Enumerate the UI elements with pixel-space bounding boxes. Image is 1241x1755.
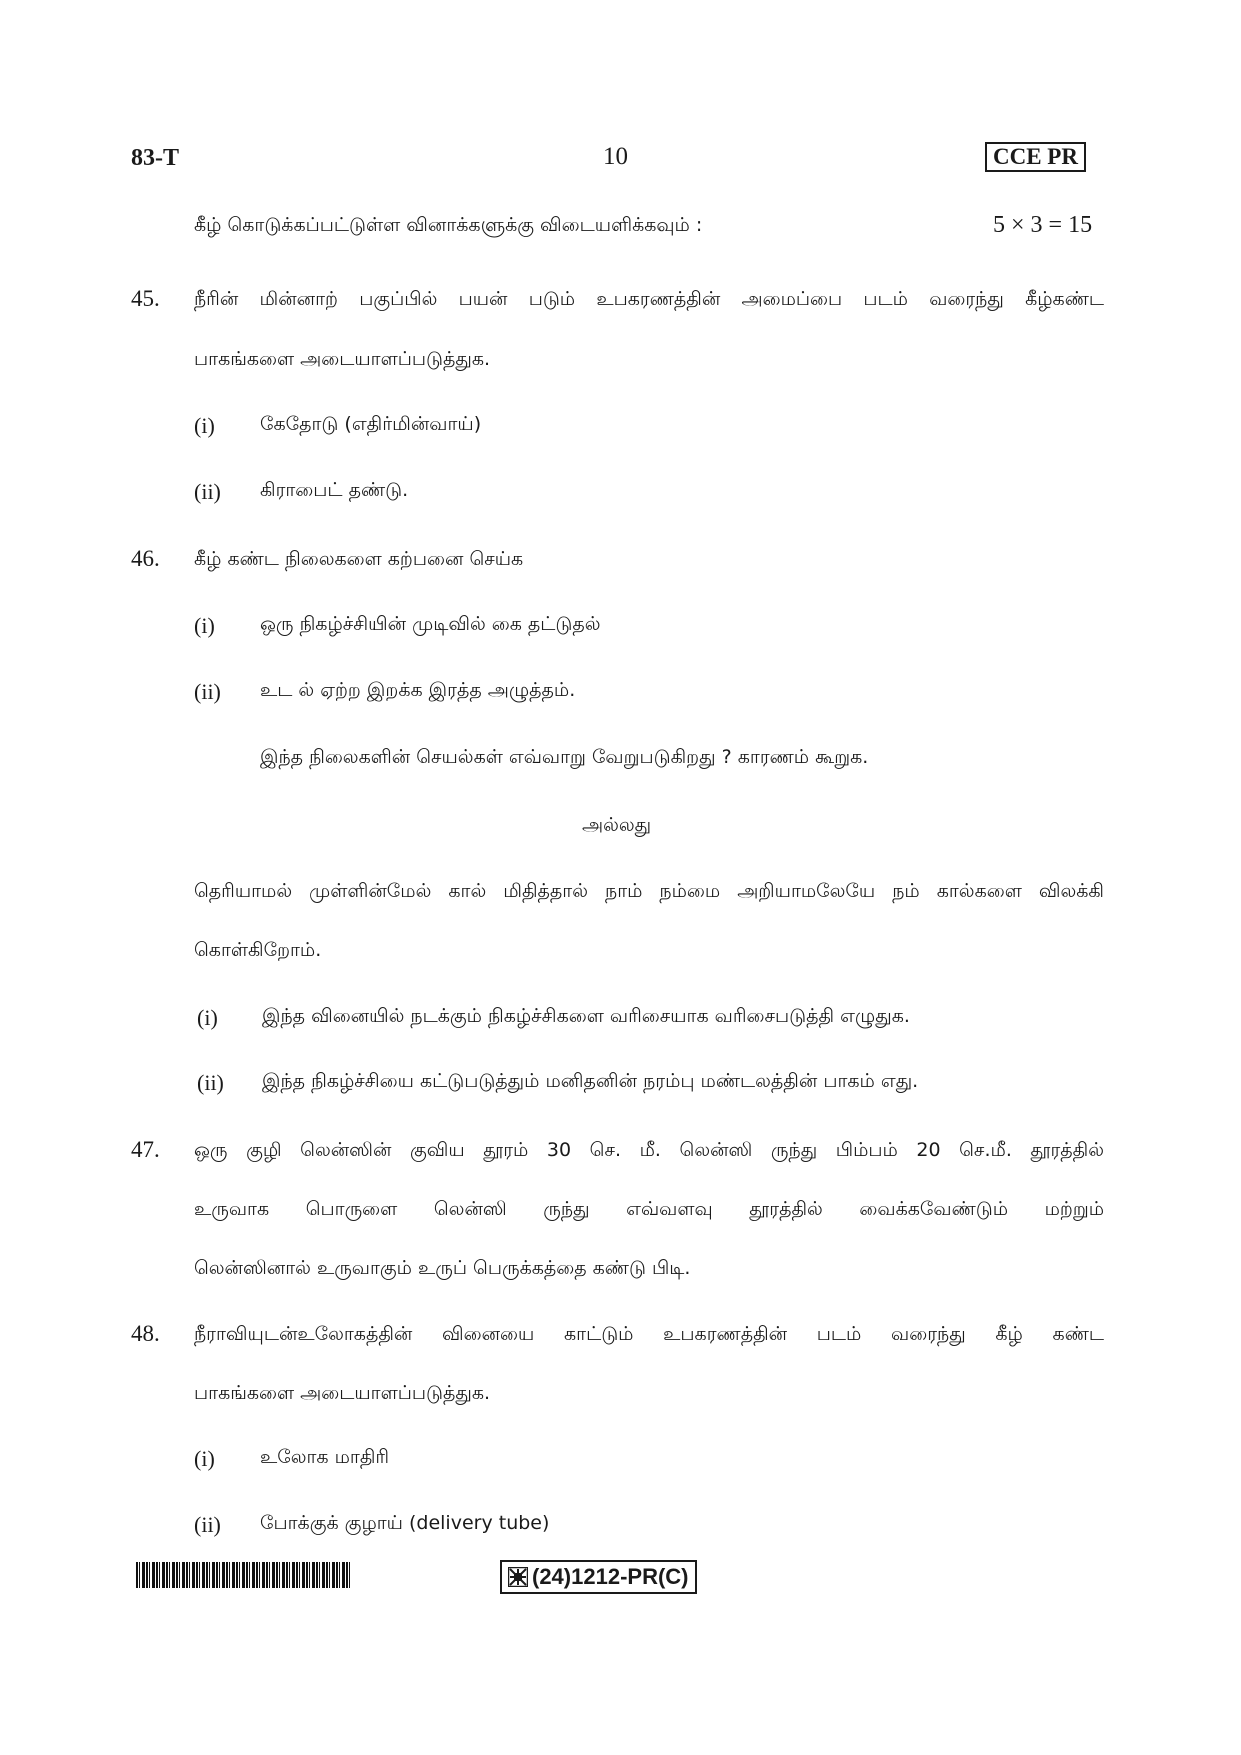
q46-number: 46. [131, 546, 160, 571]
q46-line1: கீழ் கண்ட நிலைகளை கற்பனை செய்க [194, 548, 524, 570]
q45-item1-label: (i) [194, 413, 215, 438]
q46-alt-item1-label: (i) [197, 1005, 218, 1030]
q46-item1-text: ஒரு நிகழ்ச்சியின் முடிவில் கை தட்டுதல் [260, 613, 601, 635]
q46-item2-text: உட ல் ஏற்ற இறக்க இரத்த அழுத்தம். [260, 679, 576, 701]
q48-item1-label: (i) [194, 1446, 215, 1471]
barcode-logo-icon [508, 1567, 528, 1587]
q46-alt-item1-text: இந்த வினையில் நடக்கும் நிகழ்ச்சிகளை வரிசையாக வரிசைபடுத்தி எழுதுக. [262, 1005, 910, 1027]
q48-item2-text: போக்குக் குழாய் (delivery tube) [260, 1512, 550, 1534]
q48-item1-text: உலோக மாதிரி [260, 1446, 390, 1468]
q48-line1: நீராவியுடன்உலோகத்தின் வினையை காட்டும் உபகரணத்தின் படம் வரைந்து கீழ் கண்ட [194, 1323, 1104, 1345]
barcode [136, 1562, 350, 1588]
q47-line3: லென்ஸினால் உருவாகும் உருப் பெருக்கத்தை கண்டு பிடி. [194, 1257, 691, 1279]
cce-pr-label: CCE PR [985, 142, 1086, 172]
q46-alt-line1: தெரியாமல் முள்ளின்மேல் கால் மிதித்தால் நாம் நம்மை அறியாமலேயே நம் கால்களை விலக்கி [194, 880, 1104, 902]
q45-line1: நீரின் மின்னாற் பகுப்பில் பயன் படும் உபகரணத்தின் அமைப்பை படம் வரைந்து கீழ்கண்ட [194, 288, 1104, 310]
q46-alt-line2: கொள்கிறோம். [194, 939, 322, 961]
page-number: 10 [603, 143, 628, 170]
instruction-text: கீழ் கொடுக்கப்பட்டுள்ள வினாக்களுக்கு விடையளிக்கவும் : [194, 214, 703, 236]
paper-code: 83-T [131, 145, 179, 171]
q46-item2-label: (ii) [194, 679, 221, 704]
or-label: அல்லது [582, 814, 652, 836]
q47-line1: ஒரு குழி லென்ஸின் குவிய தூரம் 30 செ. மீ. லென்ஸி ருந்து பிம்பம் 20 செ.மீ. தூரத்தில் [194, 1139, 1104, 1161]
q46-alt-item2-label: (ii) [197, 1070, 224, 1095]
q47-line2: உருவாக பொருளை லென்ஸி ருந்து எவ்வளவு தூரத்தில் வைக்கவேண்டும் மற்றும் [194, 1198, 1104, 1220]
q45-line2: பாகங்களை அடையாளப்படுத்துக. [194, 348, 491, 370]
q46-alt-item2-text: இந்த நிகழ்ச்சியை கட்டுபடுத்தும் மனிதனின் நரம்பு மண்டலத்தின் பாகம் எது. [262, 1070, 919, 1092]
q46-question: இந்த நிலைகளின் செயல்கள் எவ்வாறு வேறுபடுகிறது ? காரணம் கூறுக. [260, 746, 869, 768]
q48-line2: பாகங்களை அடையாளப்படுத்துக. [194, 1382, 491, 1404]
marks-label: 5 × 3 = 15 [993, 212, 1093, 238]
q45-number: 45. [131, 286, 160, 311]
footer-paper-code: (24)1212-PR(C) [532, 1564, 689, 1589]
footer-code-box [500, 1560, 697, 1594]
q48-number: 48. [131, 1321, 160, 1346]
q45-item1-text: கேதோடு (எதிர்மின்வாய்) [260, 413, 482, 435]
q48-item2-label: (ii) [194, 1512, 221, 1537]
q47-number: 47. [131, 1137, 160, 1162]
q45-item2-text: கிராபைட் தண்டு. [260, 479, 409, 501]
q45-item2-label: (ii) [194, 479, 221, 504]
q46-item1-label: (i) [194, 613, 215, 638]
